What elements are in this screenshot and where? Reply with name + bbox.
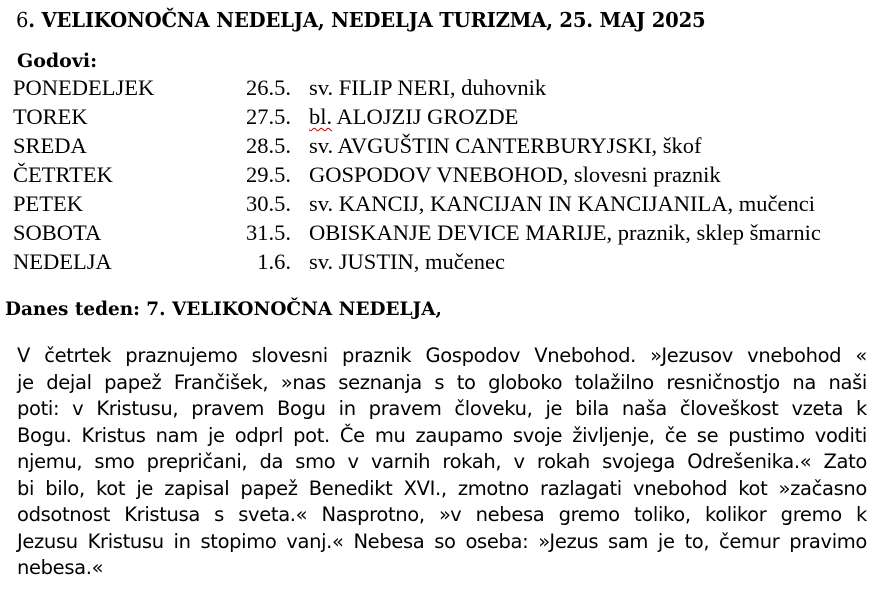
paragraph-line: odsotnost Kristusa s sveta.« Nasprotno, »v nebesa gremo toliko, kolikor gremo k <box>17 503 867 526</box>
feasts-label: Godovi: <box>17 50 98 72</box>
feast-row-monday <box>0 75 887 104</box>
paragraph-line: poti: v Kristusu, pravem Bogu in pravem človeku, je bila naša človeškost vzeta k <box>17 397 867 420</box>
page-heading <box>16 8 705 32</box>
feast-date: 1.6. <box>257 249 291 274</box>
feast-name: sv. KANCIJ, KANCIJAN IN KANCIJANILA, mučenci <box>309 191 815 216</box>
paragraph-line: nebesa.« <box>17 556 104 579</box>
feast-day: SREDA <box>13 133 87 158</box>
feast-date: 30.5. <box>246 191 291 216</box>
paragraph-line: V četrtek praznujemo slovesni praznik Gospodov Vnebohod. »Jezusov vnebohod « <box>17 344 867 367</box>
paragraph-line: Jezusu Kristusu in stopimo vanj.« Nebesa so oseba: »Jezus sam je to, čemur pravimo <box>17 529 867 553</box>
paragraph-line: bi bilo, kot je zapisal papež Benedikt XVI., zmotno razlagati vnebohod kot »začasno <box>17 476 867 500</box>
heading-number: 6 <box>16 8 29 32</box>
feast-date: 29.5. <box>246 162 291 187</box>
feast-row-thursday <box>0 162 887 191</box>
feast-day: PONEDELJEK <box>13 75 155 100</box>
feast-day: ČETRTEK <box>13 162 113 187</box>
spellcheck-flagged-word[interactable]: bl. <box>309 104 333 129</box>
feast-row-tuesday <box>0 104 887 133</box>
feast-name: OBISKANJE DEVICE MARIJE, praznik, sklep šmarnic <box>309 220 821 245</box>
heading-title: . VELIKONOČNA NEDELJA, NEDELJA TURIZMA, 25. MAJ 2025 <box>28 8 706 32</box>
paragraph-line: je dejal papež Frančišek, »nas seznanja s to globoko tolažilno resničnostjo na naši <box>17 370 867 394</box>
feast-day: NEDELJA <box>13 249 112 274</box>
feast-date: 26.5. <box>246 75 291 100</box>
section-title: Danes teden: 7. VELIKONOČNA NEDELJA, <box>5 298 442 320</box>
feast-day: TOREK <box>13 104 88 129</box>
feast-row-wednesday <box>0 133 887 162</box>
feast-name-rest: ALOJZIJ GROZDE <box>332 104 519 129</box>
body-paragraph <box>17 343 867 582</box>
feast-date: 27.5. <box>246 104 291 129</box>
feast-name: GOSPODOV VNEBOHOD, slovesni praznik <box>309 162 721 187</box>
feast-row-friday <box>0 191 887 220</box>
feast-day: PETEK <box>13 191 83 216</box>
feast-day: SOBOTA <box>13 220 102 245</box>
paragraph-line: Bogu. Kristus nam je odprl pot. Če mu zaupamo svoje življenje, če se pustimo voditi <box>17 423 867 447</box>
feast-date: 28.5. <box>246 133 291 158</box>
feast-name <box>309 104 518 130</box>
feast-row-sunday <box>0 249 887 278</box>
feast-name: sv. JUSTIN, mučenec <box>309 249 505 274</box>
paragraph-line: njemu, smo prepričani, da smo v varnih rokah, v rokah svojega Odrešenika.« Zato <box>17 450 867 473</box>
feast-date: 31.5. <box>246 220 291 245</box>
feast-name: sv. AVGUŠTIN CANTERBURYJSKI, škof <box>309 133 702 158</box>
feast-row-saturday <box>0 220 887 249</box>
feast-name: sv. FILIP NERI, duhovnik <box>309 75 547 100</box>
